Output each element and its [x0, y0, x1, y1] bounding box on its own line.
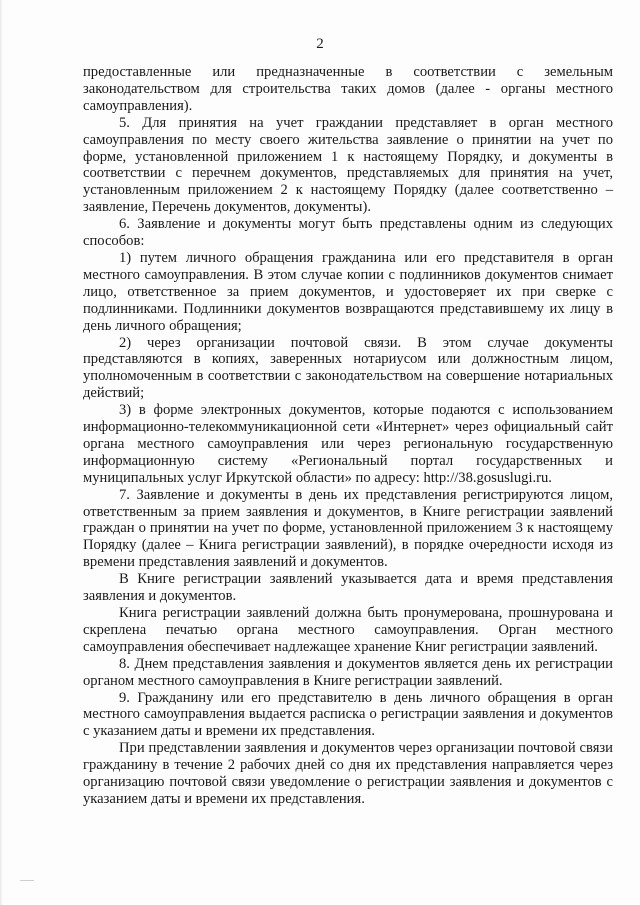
paragraph-registration-book-date: В Книге регистрации заявлений указывается дата и время представления заявления и документов. [83, 571, 613, 605]
paragraph-subitem-3: 3) в форме электронных документов, которые подаются с использованием информационно-телекоммуникационной сети «Интернет» через официальный сайт органа местного самоуправления или через региональную государственную информационную систему «Региональный портал государственных и муниципальных услуг Иркутской области» по адресу: http://38.gosuslugi.ru. [83, 402, 613, 486]
paragraph-subitem-1: 1) путем личного обращения гражданина или его представителя в орган местного самоуправления. В этом случае копии с подлинников документов снимает лицо, ответственное за прием документов, и удостоверяет их при сверке с подлинниками. Подлинники документов возвращаются представившему их лицу в день личного обращения; [83, 249, 613, 334]
scan-edge-shadow [0, 0, 3, 905]
paragraph-item-7: 7. Заявление и документы в день их представления регистрируются лицом, ответственным за прием заявления и документов, в Книге регистрации заявлений граждан о принятии на учет по форме, установленной приложением 3 к настоящему Порядку (далее – Книга регистрации заявлений), в порядке очередности исходя из времени представления заявлений и документов. [83, 486, 613, 571]
scan-speck [20, 880, 34, 881]
paragraph-item-8: 8. Днем представления заявления и документов является день их регистрации органом местного самоуправления в Книге регистрации заявлений. [83, 655, 613, 689]
paragraph-postal-notification: При представлении заявления и документов через организации почтовой связи гражданину в течение 2 рабочих дней со дня их представления направляется через организацию почтовой связи уведомление о регистрации заявления и документов с указанием даты и времени их представления. [83, 740, 613, 807]
paragraph-subitem-2: 2) через организации почтовой связи. В этом случае документы представляются в копиях, заверенных нотариусом или должностным лицом, уполномоченным в соответствии с законодательством на совершение нотариальных действий; [83, 334, 613, 402]
paragraph-registration-book-storage: Книга регистрации заявлений должна быть пронумерована, прошнурована и скреплена печатью органа местного самоуправления. Орган местного самоуправления обеспечивает надлежащее хранение Книг регистрации заявлений. [83, 605, 613, 655]
paragraph-item-6: 6. Заявление и документы могут быть представлены одним из следующих способов: [83, 216, 613, 250]
paragraph-item-9: 9. Гражданину или его представителю в день личного обращения в орган местного самоуправления выдается расписка о регистрации заявления и документов с указанием даты и времени их представления. [83, 689, 613, 740]
paragraph-item-5: 5. Для принятия на учет граждании представляет в орган местного самоуправления по месту своего жительства заявление о принятии на учет по форме, установленной приложением 1 к настоящему Порядку, и документы в соответствии с перечнем документов, представляемых для принятия на учет, установленным приложением 2 к настоящему Порядку (далее соответственно – заявление, Перечень документов, документы). [83, 114, 613, 216]
document-body [83, 64, 613, 808]
paragraph-continuation: предоставленные или предназначенные в соответствии с земельным законодательством для строительства таких домов (далее - органы местного самоуправления). [83, 64, 613, 114]
page-number: 2 [316, 36, 324, 52]
